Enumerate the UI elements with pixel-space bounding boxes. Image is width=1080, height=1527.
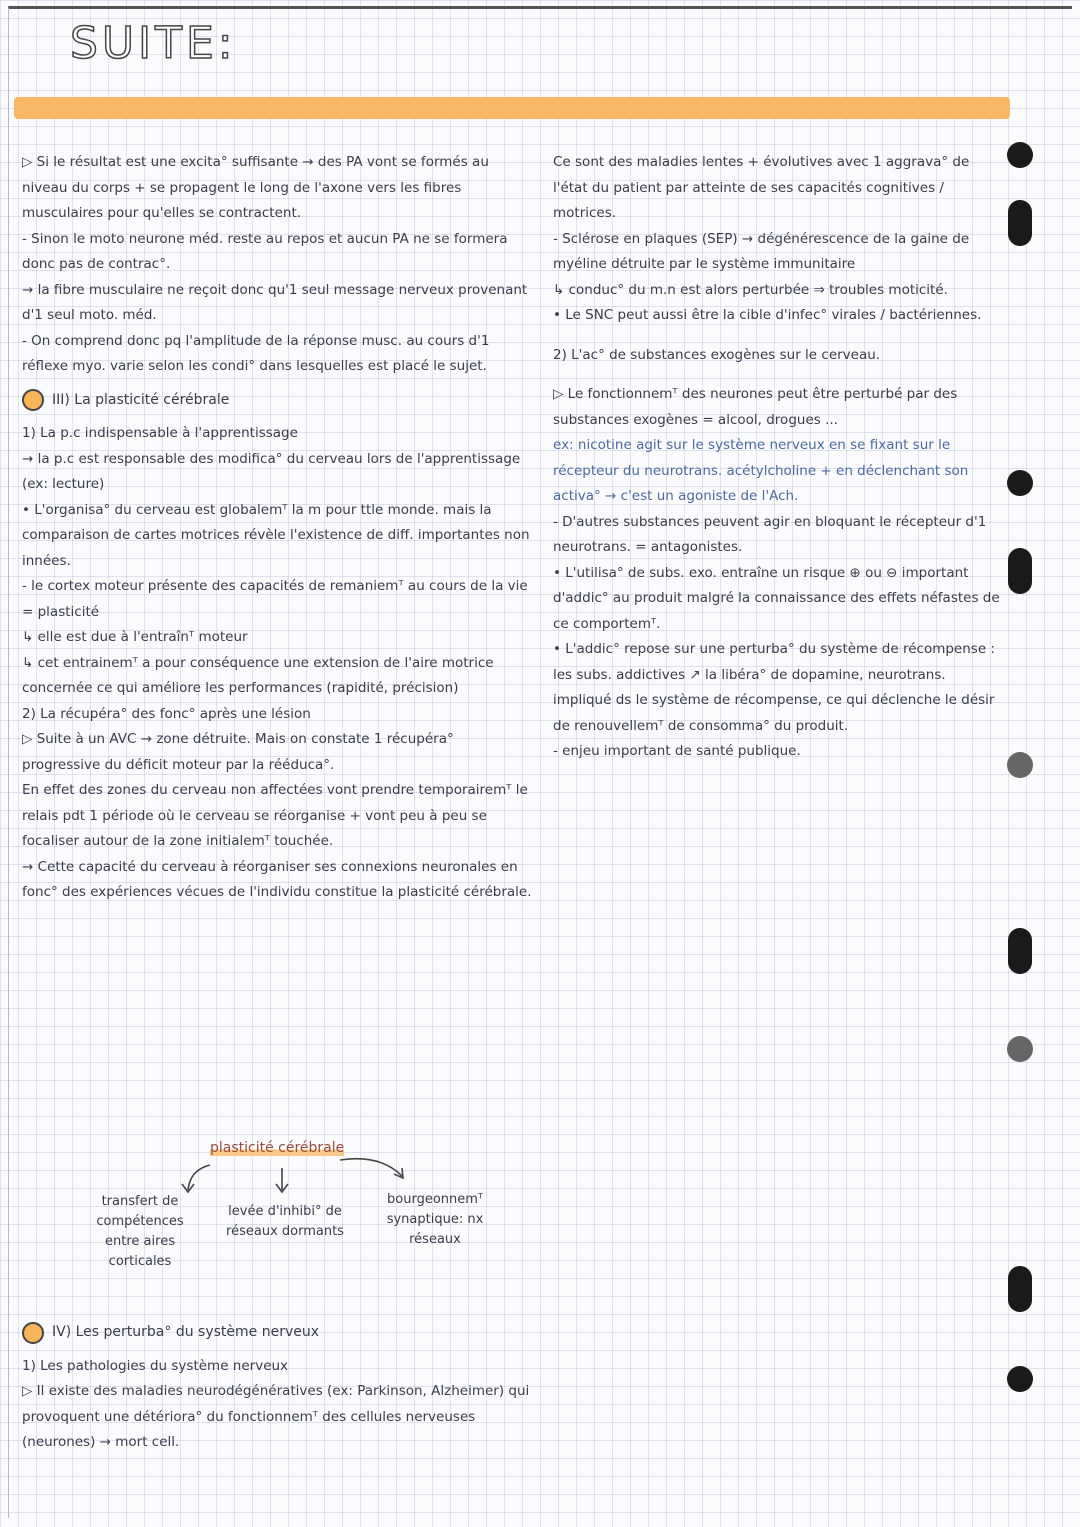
paragraph: • L'organisa° du cerveau est globalemᵀ la m pour ttle monde. mais la comparaison de cartes motrices révèle l'existence de diff. importantes non innées.	[22, 501, 530, 569]
paragraph: ↳ elle est due à l'entraînᵀ moteur	[22, 629, 248, 645]
diagram-item: transfert de compétences entre aires corticales	[96, 1194, 184, 1269]
binder-hole-icon	[1008, 200, 1032, 246]
section-heading	[22, 388, 532, 414]
paragraph: ▷ Il existe des maladies neurodégénératives (ex: Parkinson, Alzheimer) qui provoquent une détériora° du fonctionnemᵀ des cellules nerveuses (neurones) → mort cell.	[22, 1383, 530, 1450]
paragraph: En effet des zones du cerveau non affectées vont prendre temporairemᵀ le relais pdt 1 période où le cerveau se réorganise + vont peu à peu se focaliser autour de la zone initialemᵀ touchée.	[22, 782, 528, 849]
paragraph: ↳ cet entrainemᵀ a pour conséquence une extension de l'aire motrice concernée ce qui améliore les performances (rapidité, précision)	[22, 654, 494, 696]
binder-hole-icon	[1007, 752, 1033, 778]
circle-bullet-icon	[22, 1322, 44, 1344]
binder-hole-icon	[1008, 1266, 1032, 1312]
diagram-item: levée d'inhibi° de réseaux dormants	[226, 1204, 344, 1239]
paragraph: ex: nicotine agit sur le système nerveux en se fixant sur le récepteur du neurotrans. acétylcholine + en déclenchant son activa° → c'est un agoniste de l'Ach.	[553, 437, 969, 504]
circle-bullet-icon	[22, 389, 44, 411]
paragraph: - On comprend donc pq l'amplitude de la réponse musc. au cours d'1 réflexe myo. varie selon les condi° dans lesquelles est placé le sujet.	[22, 332, 490, 374]
plasticity-diagram	[60, 1140, 520, 1300]
binder-hole-icon	[1007, 142, 1033, 168]
left-column	[22, 150, 532, 906]
right-column	[553, 150, 1008, 765]
paragraph: ▷ Le fonctionnemᵀ des neurones peut être perturbé par des substances exogènes = alcool, drogues ...	[553, 386, 958, 428]
binder-hole-icon	[1008, 548, 1032, 594]
subsection-title: 1) La p.c indispensable à l'apprentissage	[22, 425, 298, 441]
paragraph: - le cortex moteur présente des capacités de remaniemᵀ au cours de la vie = plasticité	[22, 578, 528, 620]
paragraph: ↳ conduc° du m.n est alors perturbée ⇒ troubles moticité.	[553, 281, 948, 298]
section-heading	[22, 1320, 542, 1346]
paragraph: → Cette capacité du cerveau à réorganiser ses connexions neuronales en fonc° des expériences vécues de l'individu constitue la plasticité cérébrale.	[22, 858, 532, 900]
section-title: IV) Les perturba° du système nerveux	[52, 1324, 320, 1340]
paragraph: - Sclérose en plaques (SEP) → dégénérescence de la gaine de myéline détruite par le système immunitaire	[553, 230, 970, 272]
binder-hole-icon	[1007, 1036, 1033, 1062]
paragraph: ▷ Suite à un AVC → zone détruite. Mais on constate 1 récupéra° progressive du déficit moteur par la rééduca°.	[22, 731, 454, 773]
subsection-title: 2) L'ac° de substances exogènes sur le cerveau.	[553, 346, 881, 363]
paragraph: Ce sont des maladies lentes + évolutives avec 1 aggrava° de l'état du patient par atteinte de ses capacités cognitives / motrices.	[553, 154, 970, 221]
subsection-title: 2) La récupéra° des fonc° après une lésion	[22, 705, 311, 722]
paragraph: • L'addic° repose sur une perturba° du système de récompense : les subs. addictives ↗ la libéra° de dopamine, neurotrans. impliqué ds le système de récompense, ce qui déclenche le désir de renouvellemᵀ de consomma° du produit.	[553, 641, 995, 734]
binder-hole-icon	[1007, 470, 1033, 496]
diagram-center-label: plasticité cérébrale	[210, 1140, 345, 1156]
title-highlight-bar	[14, 97, 1010, 119]
binder-hole-icon	[1007, 1366, 1033, 1392]
paragraph: • Le SNC peut aussi être la cible d'infec° virales / bactériennes.	[553, 307, 982, 323]
diagram-item: bourgeonnemᵀ synaptique: nx réseaux	[386, 1192, 484, 1247]
paragraph: → la p.c est responsable des modifica° du cerveau lors de l'apprentissage (ex: lecture)	[22, 450, 521, 492]
section-four	[22, 1312, 542, 1456]
binder-hole-icon	[1008, 928, 1032, 974]
paragraph: • L'utilisa° de subs. exo. entraîne un risque ⊕ ou ⊖ important d'addic° au produit malgré la connaissance des effets néfastes de ce comportemᵀ.	[553, 564, 1000, 632]
paragraph: - D'autres substances peuvent agir en bloquant le récepteur d'1 neurotrans. = antagonistes.	[553, 513, 987, 555]
paragraph: → la fibre musculaire ne reçoit donc qu'1 seul message nerveux provenant d'1 seul moto. méd.	[22, 281, 528, 323]
subsection-title: 1) Les pathologies du système nerveux	[22, 1357, 289, 1374]
paragraph: - Sinon le moto neurone méd. reste au repos et aucun PA ne se formera donc pas de contrac°.	[22, 230, 508, 272]
page-title: SUITE:	[70, 18, 237, 69]
section-title: III) La plasticité cérébrale	[52, 391, 230, 408]
paragraph: - enjeu important de santé publique.	[553, 743, 801, 759]
paragraph: ▷ Si le résultat est une excita° suffisante → des PA vont se formés au niveau du corps + se propagent le long de l'axone vers les fibres musculaires pour qu'elles se contractent.	[22, 154, 489, 221]
